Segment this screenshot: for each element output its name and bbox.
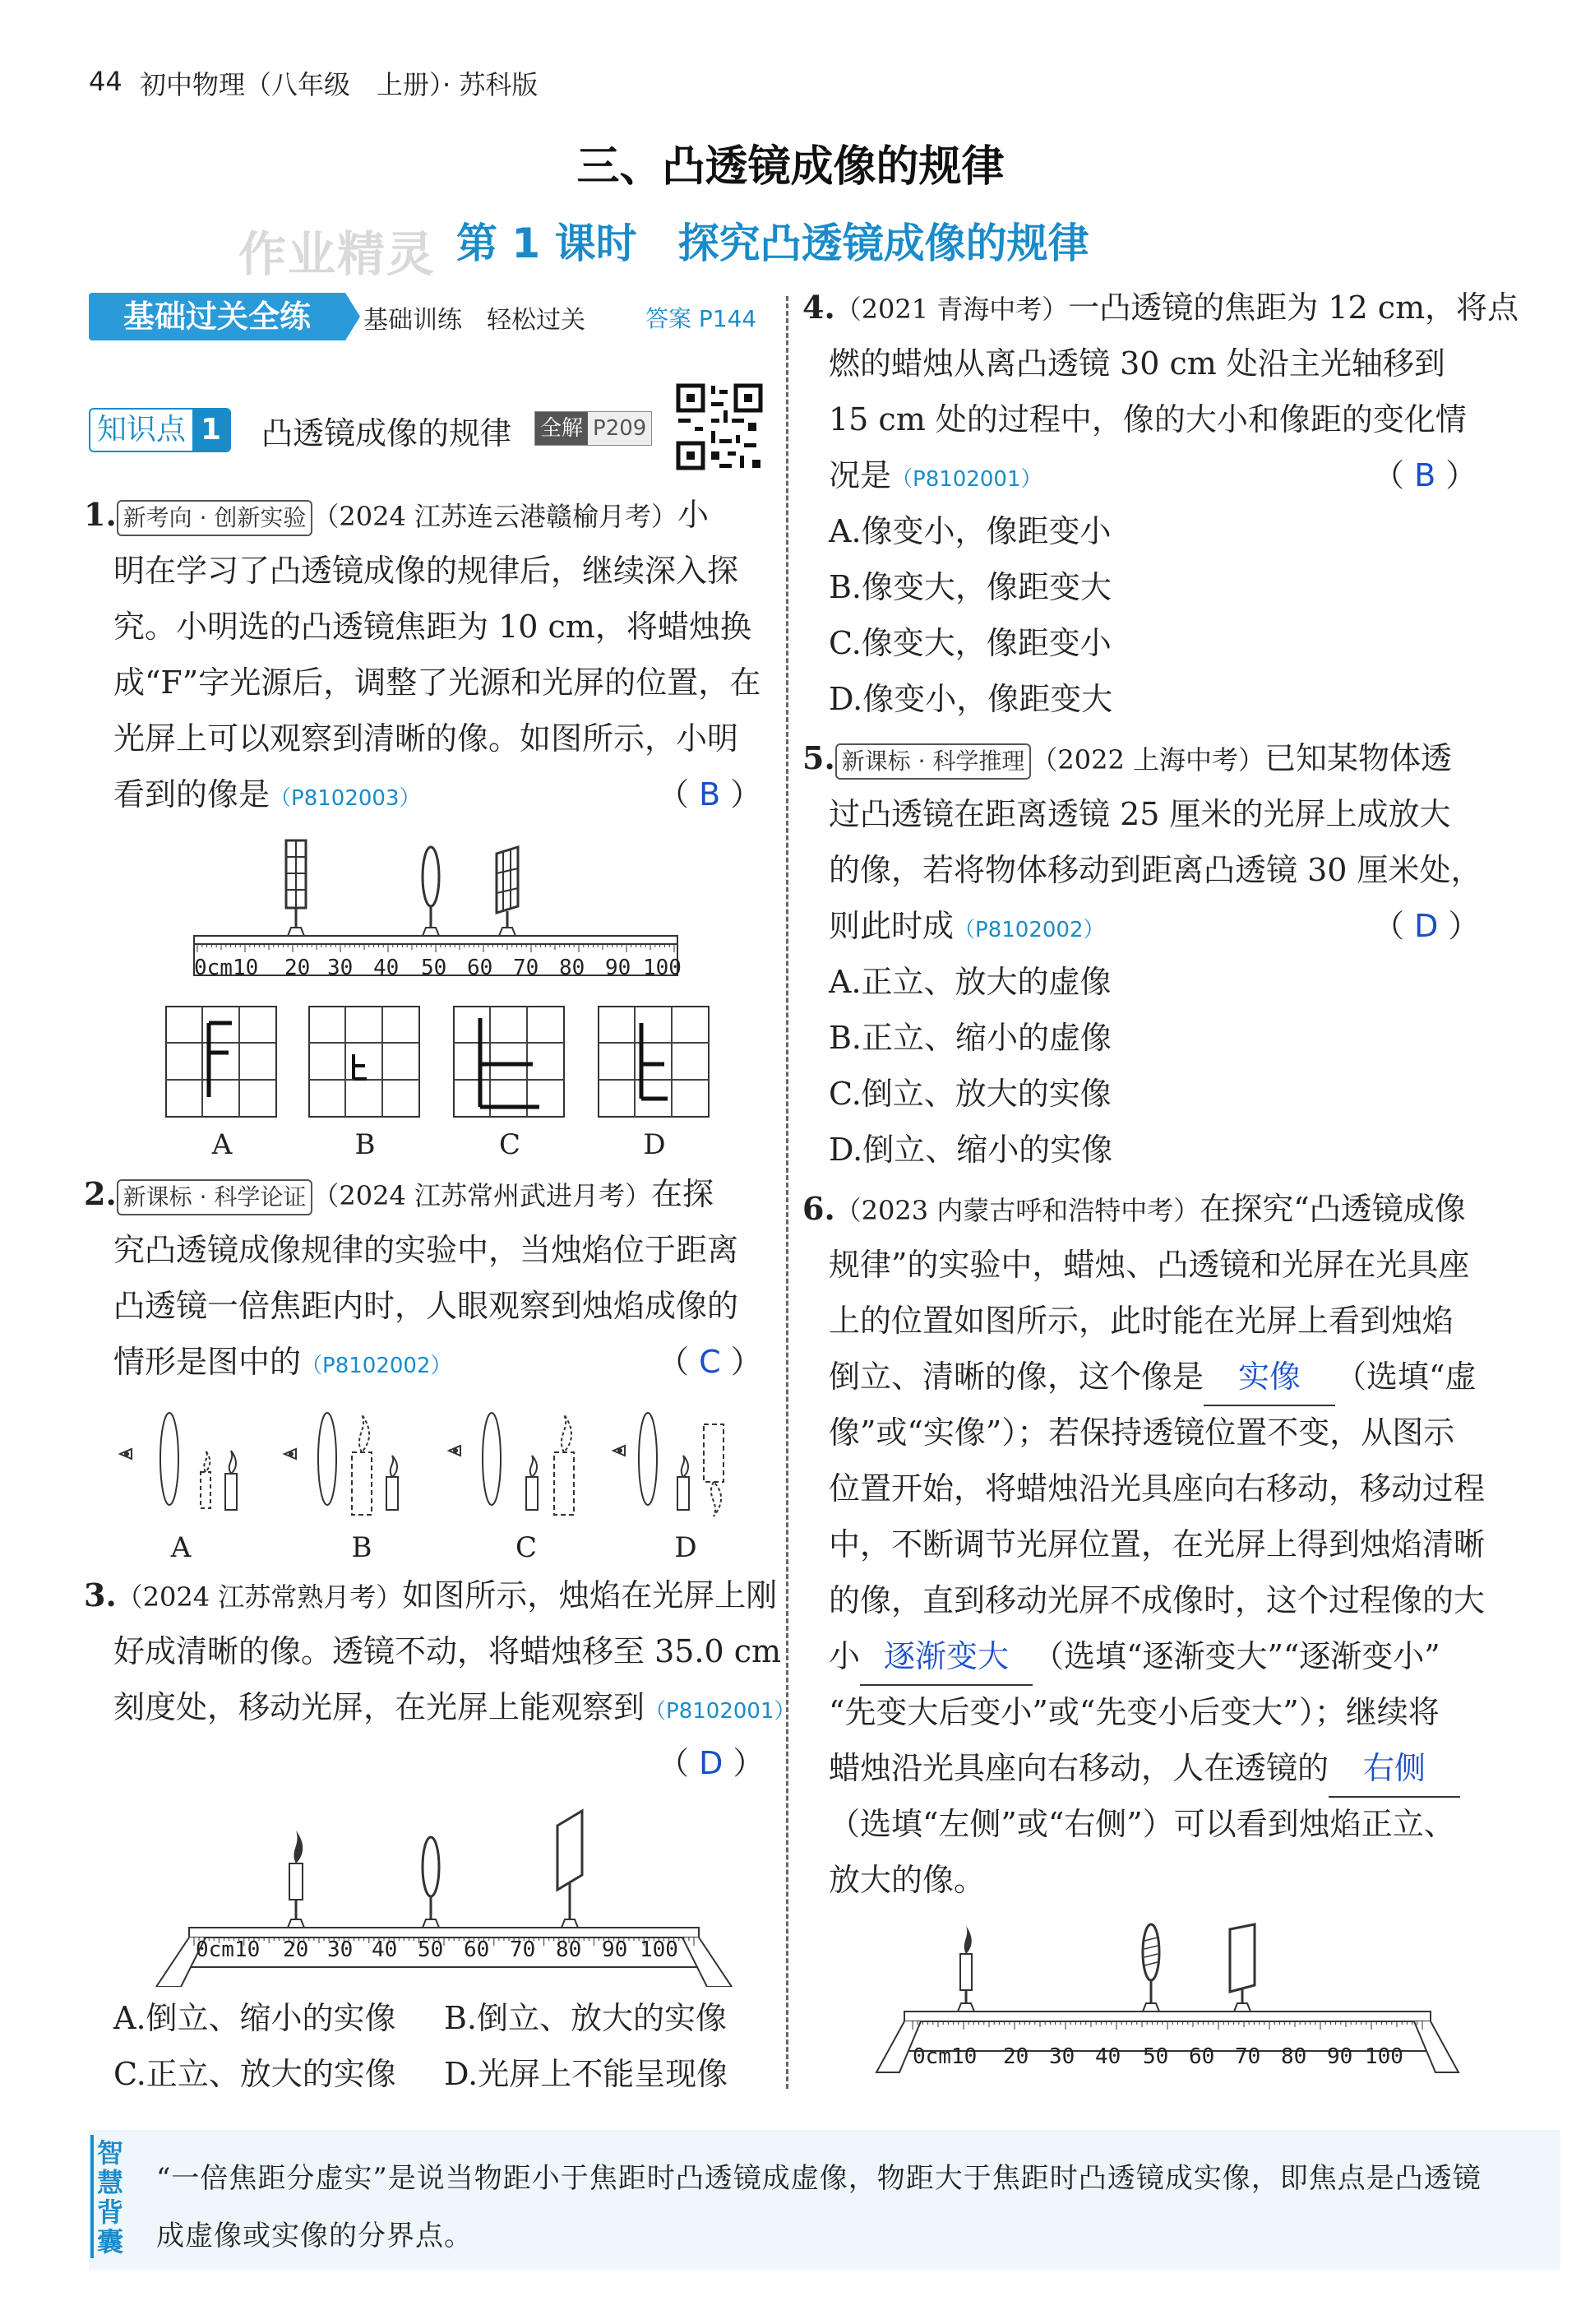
q5-line-1: 5. 新课标 · 科学推理 （2022 上海中考）已知某物体透 (802, 730, 1452, 788)
q3-number: 3. (84, 1576, 117, 1613)
knowledge-point-number: 1 (192, 410, 229, 451)
q4-line-4: 况是（P8102001） (829, 457, 1042, 493)
q1-line-1: 1. 新考向 · 创新实验 （2024 江苏连云港赣榆月考）小 (84, 487, 709, 544)
q5-line-4: 则此时成（P8102002） (829, 908, 1105, 944)
q6-line-5: 像”或“实像”）；若保持透镜位置不变，从图示 (829, 1414, 1455, 1451)
q6-line-11: 蜡烛沿光具座向右移动，人在透镜的 右侧 (829, 1740, 1460, 1798)
banner-chevron-icon (345, 293, 360, 340)
q6-line-2: 规律”的实验中，蜡烛、凸透镜和光屏在光具座 (829, 1247, 1470, 1283)
q1-option-a-label: A (211, 1128, 233, 1161)
q4-number: 4. (802, 289, 835, 326)
q4-line-2: 燃的蜡烛从离凸透镜 30 cm 处沿主光轴移到 (829, 345, 1445, 382)
q6-line-3: 上的位置如图所示，此时能在光屏上看到烛焰 (829, 1303, 1454, 1339)
q2-option-b-label: B (351, 1531, 372, 1564)
q2-answer: C (699, 1344, 721, 1380)
q1-option-b-label: B (354, 1128, 376, 1161)
q5-source: （2022 上海中考） (1031, 744, 1264, 775)
q1-code: （P8102003） (270, 786, 421, 811)
q4-answer-bracket: （ B ） (1373, 457, 1477, 493)
q2-eye-lens-candle-figure (115, 1408, 773, 1523)
q2-line-3: 凸透镜一倍焦距内时，人眼观察到烛焰成像的 (113, 1288, 739, 1324)
column-divider (786, 296, 788, 2089)
q3-answer: D (699, 1745, 723, 1781)
q5-option-b: B.正立、缩小的虚像 (829, 1020, 1112, 1056)
q3-screen (557, 1811, 582, 1928)
q3-code: （P8102001） (645, 1699, 796, 1724)
q6-lens (1143, 1924, 1159, 2012)
q6-line-1: 6.（2023 内蒙古呼和浩特中考）在探究“凸透镜成像 (802, 1190, 1466, 1227)
q6-line-13: 放大的像。 (829, 1862, 986, 1898)
q1-answer-bracket: （ B ） (658, 776, 762, 812)
tip-label: 智 慧 背 囊 (97, 2137, 124, 2257)
q6-screen (1230, 1924, 1255, 2012)
section-banner: 基础过关全练 (89, 293, 345, 340)
q3-source: （2024 江苏常熟月考） (116, 1581, 403, 1613)
q2-line-4: 情形是图中的（P8102002） (113, 1344, 452, 1380)
q1-option-d-label: D (643, 1128, 666, 1161)
q6-line-12: （选填“左侧”或“右侧”）可以看到烛焰正立、 (829, 1806, 1455, 1842)
q1-line-2: 明在学习了凸透镜成像的规律后，继续深入探 (113, 553, 739, 589)
q1-line-4: 成“F”字光源后，调整了光源和光屏的位置，在 (113, 664, 761, 701)
q1-line-3: 究。小明选的凸透镜焦距为 10 cm，将蜡烛换 (113, 609, 751, 645)
q1-number: 1. (84, 496, 117, 533)
q5-line-3: 的像，若将物体移动到距离凸透镜 30 厘米处， (829, 852, 1482, 888)
q3-option-c: C.正立、放大的实像 (113, 2056, 396, 2092)
grid-option-d (599, 1007, 709, 1117)
q6-line-4: 倒立、清晰的像，这个像是 实像 （选填“虚 (829, 1349, 1476, 1406)
banner-subtitle: 基础训练 轻松过关 (363, 306, 585, 335)
q6-candle (958, 1926, 974, 2012)
q6-line-10: “先变大后变小”或“先变小后变大”）；继续将 (829, 1694, 1440, 1730)
lens (423, 847, 439, 936)
q5-line-2: 过凸透镜在距离透镜 25 厘米的光屏上成放大 (829, 796, 1451, 832)
q5-code: （P8102002） (954, 918, 1105, 942)
q5-answer: D (1414, 908, 1439, 944)
q2-figure-c (449, 1413, 574, 1515)
q3-bench-scale: 0cm10 20 30 40 50 60 70 80 90 100 (196, 1937, 678, 1962)
q1-option-c-label: C (498, 1128, 520, 1161)
q6-line-7: 中，不断调节光屏位置，在光屏上得到烛焰清晰 (829, 1526, 1486, 1562)
q6-source: （2023 内蒙古呼和浩特中考） (834, 1195, 1200, 1226)
q6-line-8: 的像，直到移动光屏不成像时，这个过程像的大 (829, 1582, 1486, 1618)
q6-line-9: 小 逐渐变大 （选填“逐渐变大”“逐渐变小” (829, 1628, 1440, 1686)
q4-option-a: A.像变小，像距变小 (829, 513, 1112, 549)
q4-option-d: D.像变小，像距变大 (829, 681, 1113, 717)
q3-option-b: B.倒立、放大的实像 (444, 2000, 728, 2036)
tip-accent-bar (90, 2135, 94, 2258)
qr-code-icon[interactable] (674, 382, 765, 472)
q5-tag: 新课标 · 科学推理 (835, 743, 1032, 780)
full-solution-reference (534, 411, 652, 446)
q2-line-2: 究凸透镜成像规律的实验中，当烛焰位于距离 (113, 1232, 739, 1268)
q1-bench-scale: 0cm10 20 30 40 50 60 70 80 90 100 (194, 956, 682, 980)
answer-reference: 答案 P144 (645, 305, 757, 332)
q4-code: （P8102001） (891, 467, 1042, 492)
q4-answer: B (1414, 457, 1436, 493)
grid-option-a (166, 1007, 276, 1117)
grid-option-c (454, 1007, 564, 1117)
tip-text: “一倍焦距分虚实”是说当物距小于焦距时凸透镜成虚像，物距大于焦距时凸透镜成实像，即焦点是凸透镜成虚像或实像的分界点。 (156, 2162, 1482, 2252)
q1-tag: 新考向 · 创新实验 (117, 500, 313, 536)
q5-option-d: D.倒立、缩小的实像 (829, 1132, 1113, 1168)
q5-option-c: C.倒立、放大的实像 (829, 1076, 1112, 1112)
chapter-title: 三、凸透镜成像的规律 (576, 142, 1005, 192)
q3-line-3: 刻度处，移动光屏，在光屏上能观察到（P8102001） (113, 1689, 796, 1725)
q1-line-6: 看到的像是（P8102003） (113, 776, 421, 812)
q2-line-1: 2. 新课标 · 科学论证 （2024 江苏常州武进月考）在探 (84, 1166, 714, 1224)
q6-line-6: 位置开始，将蜡烛沿光具座向右移动，移动过程 (829, 1470, 1486, 1507)
q5-option-a: A.正立、放大的虚像 (829, 964, 1112, 1000)
ref-page: P209 (588, 412, 651, 445)
q3-candle (288, 1831, 304, 1928)
q4-option-b: B.像变大，像距变大 (829, 569, 1112, 605)
ref-label: 全解 (535, 412, 588, 445)
q1-answer: B (699, 776, 721, 812)
q2-source: （2024 江苏常州武进月考） (312, 1180, 651, 1211)
q4-source: （2021 青海中考） (834, 294, 1069, 325)
page-number: 44 (89, 66, 123, 97)
knowledge-point-badge (89, 408, 231, 452)
grid-option-b (309, 1007, 419, 1117)
knowledge-point-title: 凸透镜成像的规律 (261, 415, 512, 451)
q6-bench-scale: 0cm10 20 30 40 50 60 70 80 90 100 (913, 2044, 1403, 2069)
q1-source: （2024 江苏连云港赣榆月考） (312, 501, 677, 532)
light-screen (497, 847, 518, 936)
q6-number: 6. (802, 1190, 835, 1227)
q2-option-d-label: D (674, 1531, 697, 1564)
q6-blank-2[interactable]: 逐渐变大 (860, 1628, 1033, 1686)
q6-blank-3[interactable]: 右侧 (1329, 1740, 1460, 1798)
q4-line-3: 15 cm 处的过程中，像的大小和像距的变化情 (829, 401, 1467, 437)
q2-figure-a (120, 1413, 237, 1510)
knowledge-point-label: 知识点 (97, 413, 187, 447)
q1-line-5: 光屏上可以观察到清晰的像。如图所示，小明 (113, 720, 739, 757)
q3-lens (423, 1837, 439, 1928)
q2-number: 2. (84, 1175, 117, 1212)
q2-code: （P8102002） (301, 1354, 452, 1378)
q3-option-a: A.倒立、缩小的实像 (113, 2000, 396, 2036)
q2-tag: 新课标 · 科学论证 (117, 1179, 313, 1215)
q6-blank-1[interactable]: 实像 (1204, 1349, 1335, 1406)
q3-line-1: 3.（2024 江苏常熟月考）如图所示，烛焰在光屏上刚 (84, 1576, 778, 1613)
q5-number: 5. (802, 739, 835, 776)
q5-answer-bracket: （ D ） (1373, 908, 1480, 944)
q2-option-a-label: A (170, 1531, 192, 1564)
q2-option-c-label: C (515, 1531, 537, 1564)
watermark: 作业精灵 (238, 226, 437, 282)
q4-option-c: C.像变大，像距变小 (829, 625, 1112, 661)
q3-option-d: D.光屏上不能呈现像 (444, 2056, 728, 2092)
q2-figure-b (284, 1413, 398, 1515)
q3-line-2: 好成清晰的像。透镜不动，将蜡烛移至 35.0 cm (113, 1633, 782, 1669)
f-light-source (286, 840, 306, 936)
q3-answer-bracket: （ D ） (658, 1745, 765, 1781)
q2-answer-bracket: （ C ） (658, 1344, 762, 1380)
q2-figure-d (613, 1413, 723, 1516)
q1-option-grids (164, 1005, 715, 1120)
lesson-title: 第 1 课时 探究凸透镜成像的规律 (456, 220, 1089, 267)
q4-line-1: 4.（2021 青海中考）一凸透镜的焦距为 12 cm，将点 (802, 289, 1519, 326)
book-title: 初中物理（八年级 上册）· 苏科版 (140, 69, 539, 100)
